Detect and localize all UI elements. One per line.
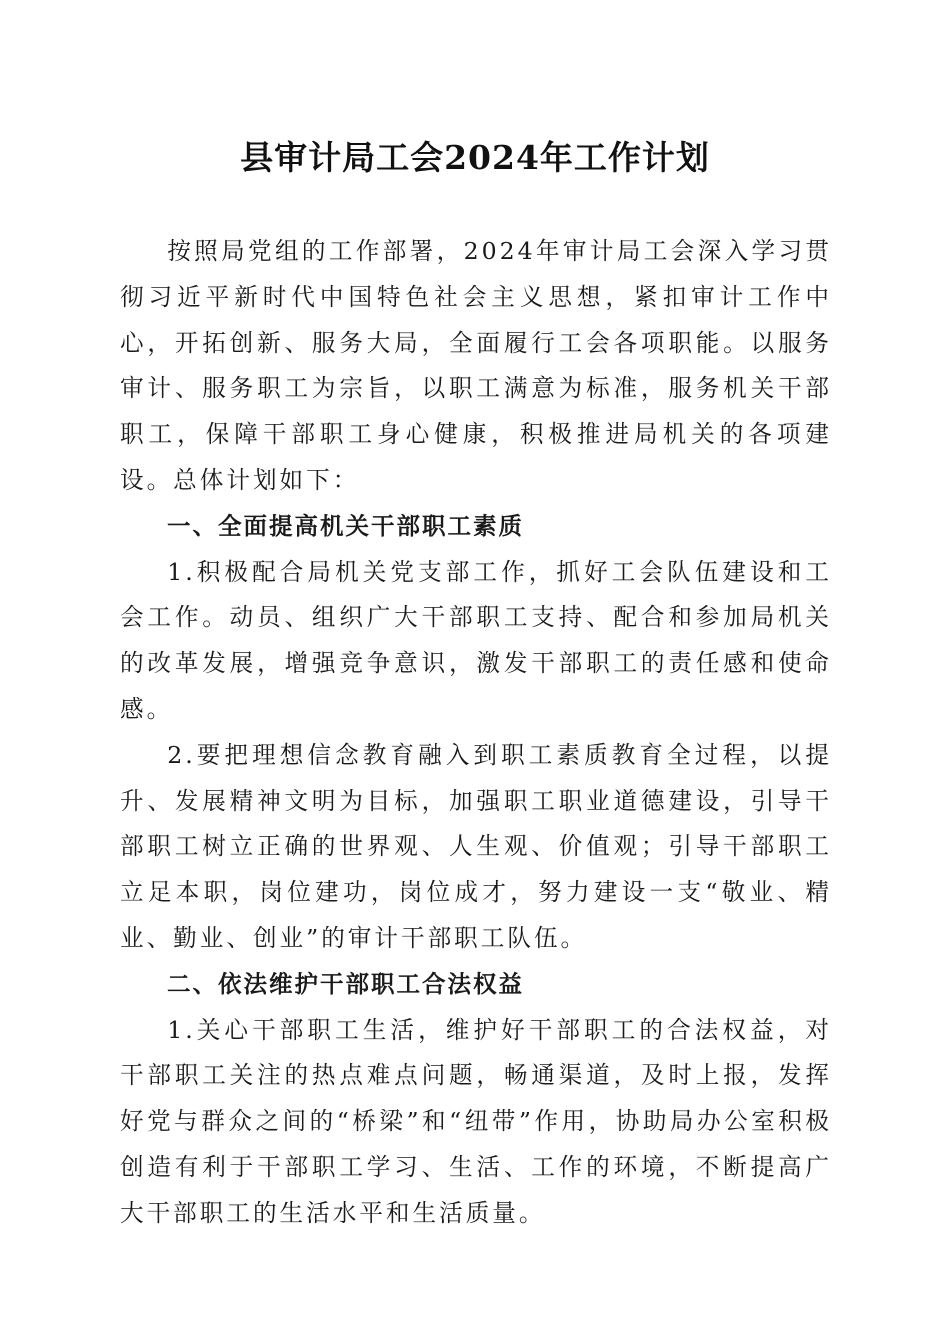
intro-paragraph: 按照局党组的工作部署，2024年审计局工会深入学习贯彻习近平新时代中国特色社会主义思想，紧扣审计工作中心，开拓创新、服务大局，全面履行工会各项职能。以服务审计、服务职工为宗旨，以职工满意为标准，服务机关干部职工，保障干部职工身心健康，积极推进局机关的各项建设。总体计划如下：	[120, 237, 832, 494]
section-1-heading: 一、全面提高机关干部职工素质	[167, 511, 524, 540]
section-1-paragraph-2: 2.要把理想信念教育融入到职工素质教育全过程，以提升、发展精神文明为目标，加强职工职业道德建设，引导干部职工树立正确的世界观、人生观、价值观；引导干部职工立足本职，岗位建功，岗位成才，努力建设一支“敬业、精业、勤业、创业”的审计干部职工队伍。	[120, 740, 832, 952]
document-body	[120, 229, 832, 1237]
document-title: 县审计局工会2024年工作计划	[240, 138, 710, 177]
section-1-paragraph-1: 1.积极配合局机关党支部工作，抓好工会队伍建设和工会工作。动员、组织广大干部职工支持、配合和参加局机关的改革发展，增强竞争意识，激发干部职工的责任感和使命感。	[120, 557, 832, 723]
section-2-heading: 二、依法维护干部职工合法权益	[167, 969, 524, 998]
section-2-paragraph-1: 1.关心干部职工生活，维护好干部职工的合法权益，对干部职工关注的热点难点问题，畅通渠道，及时上报，发挥好党与群众之间的“桥梁”和“纽带”作用，协助局办公室积极创造有利于干部职工学习、生活、工作的环境，不断提高广大干部职工的生活水平和生活质量。	[120, 1015, 832, 1227]
